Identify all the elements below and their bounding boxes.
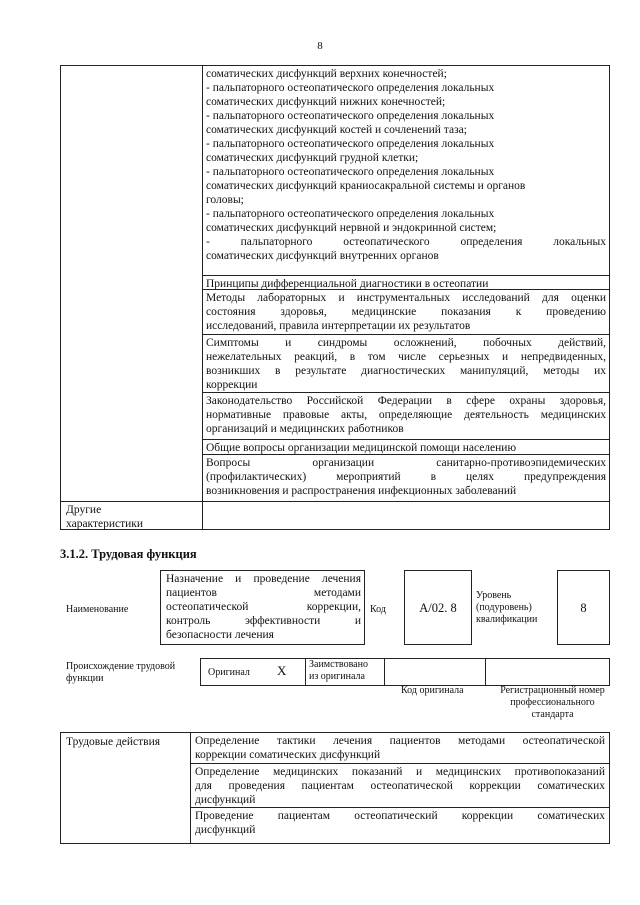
row-divider [190, 763, 610, 764]
cell-line: соматических дисфункций нижних конечностей; [206, 96, 446, 108]
cell-line: возникновения и распространения инфекционных заболеваний [206, 485, 517, 497]
original-label: Оригинал [208, 667, 250, 678]
table-cell [206, 441, 606, 455]
registration-number-label: Регистрационный номер профессионального стандарта [500, 685, 605, 720]
function-name: Назначение и проведение лечения пациентов методами остеопатической коррекции, контроль эффективности и безопасности лечения [166, 573, 361, 641]
cell-line: - пальпаторного остеопатического определения локальных [206, 82, 495, 94]
row-divider [60, 501, 610, 502]
origin-table [200, 658, 610, 686]
origin-label: Происхождение трудовой функции [66, 661, 176, 684]
row-divider [202, 392, 610, 393]
cell-line: Принципы дифференциальной диагностики в остеопатии [206, 278, 489, 290]
cell-line: соматических дисфункций внутренних органов [206, 250, 439, 262]
cell-line: Вопросы организации санитарно-противоэпидемических [206, 457, 606, 469]
cell-line: соматических дисфункций костей и сочленений таза; [206, 124, 467, 136]
name-label: Наименование [66, 604, 129, 615]
cell-line: - пальпаторного остеопатического определения локальных [206, 236, 606, 248]
cell-line: соматических дисфункций нервной и эндокринной систем; [206, 222, 497, 234]
cell-line: соматических дисфункций грудной клетки; [206, 152, 419, 164]
cell-line: - пальпаторного остеопатического определения локальных [206, 138, 495, 150]
table-cell [206, 67, 606, 263]
cell-line: Законодательство Российской Федерации в сфере охраны здоровья, [206, 395, 606, 407]
row-divider [202, 289, 610, 290]
cell-line: для проведения пациентам остеопатической коррекции соматических [195, 780, 605, 792]
cell-line: - пальпаторного остеопатического определения локальных [206, 208, 495, 220]
table-cell [195, 809, 605, 837]
cell-line: - пальпаторного остеопатического определения локальных [206, 166, 495, 178]
cell-line: (профилактических) мероприятий в целях предупреждения [206, 471, 606, 483]
cell-line: возникших в результате диагностических манипуляций, методы их [206, 365, 606, 377]
cell-line: коррекции соматических дисфункций [195, 749, 381, 761]
row-divider [190, 807, 610, 808]
origin-divider [384, 658, 385, 686]
table-cell [206, 291, 606, 333]
actions-label: Трудовые действия [66, 736, 161, 748]
cell-line: дисфункций [195, 824, 256, 836]
cell-line: коррекции [206, 379, 258, 391]
row-divider [202, 454, 610, 455]
cell-line: Симптомы и синдромы осложнений, побочных действий, [206, 337, 606, 349]
cell-line: Определение тактики лечения пациентов методами остеопатической [195, 735, 605, 747]
code-value: A/02. 8 [419, 601, 457, 615]
cell-line: соматических дисфункций верхних конечностей; [206, 68, 447, 80]
table-cell [206, 394, 606, 436]
other-characteristics-label: Другие характеристики [66, 504, 144, 530]
page-number: 8 [317, 40, 323, 52]
row-divider [202, 334, 610, 335]
cell-line: дисфункций [195, 794, 256, 806]
original-mark: X [277, 663, 287, 678]
origin-divider [485, 658, 486, 686]
table-cell [206, 456, 606, 498]
cell-line: соматических дисфункций краниосакральной системы и органов [206, 180, 526, 192]
code-label: Код [370, 604, 386, 615]
origin-divider [305, 658, 306, 686]
cell-line: нормативные правовые акты, определяющие деятельность медицинских [206, 409, 606, 421]
cell-line: Проведение пациентам остеопатический коррекции соматических [195, 810, 605, 822]
cell-line: Методы лабораторных и инструментальных исследований для оценки [206, 292, 606, 304]
cell-line: состояния здоровья, медицинские показания к проведению [206, 306, 606, 318]
row-divider [202, 275, 610, 276]
level-value: 8 [580, 601, 587, 615]
cell-line: Общие вопросы организации медицинской помощи населению [206, 442, 517, 454]
table-cell [195, 734, 605, 762]
cell-line: организаций и медицинских работников [206, 423, 404, 435]
cell-line: исследований, правила интерпретации их результатов [206, 320, 471, 332]
column-divider [190, 732, 191, 844]
level-label: Уровень (подуровень) квалификации [476, 590, 538, 625]
section-title: 3.1.2. Трудовая функция [60, 547, 197, 561]
table-cell [195, 765, 605, 807]
column-divider [202, 65, 203, 530]
cell-line: нежелательных реакций, в том числе серьезных и непредвиденных, [206, 351, 606, 363]
borrowed-label: Заимствовано из оригинала [309, 659, 368, 682]
row-divider [202, 439, 610, 440]
table-cell [206, 336, 606, 392]
original-code-label: Код оригинала [401, 685, 464, 696]
cell-line: Определение медицинских показаний и медицинских противопоказаний [195, 766, 605, 778]
cell-line: - пальпаторного остеопатического определения локальных [206, 110, 495, 122]
cell-line: головы; [206, 194, 244, 206]
